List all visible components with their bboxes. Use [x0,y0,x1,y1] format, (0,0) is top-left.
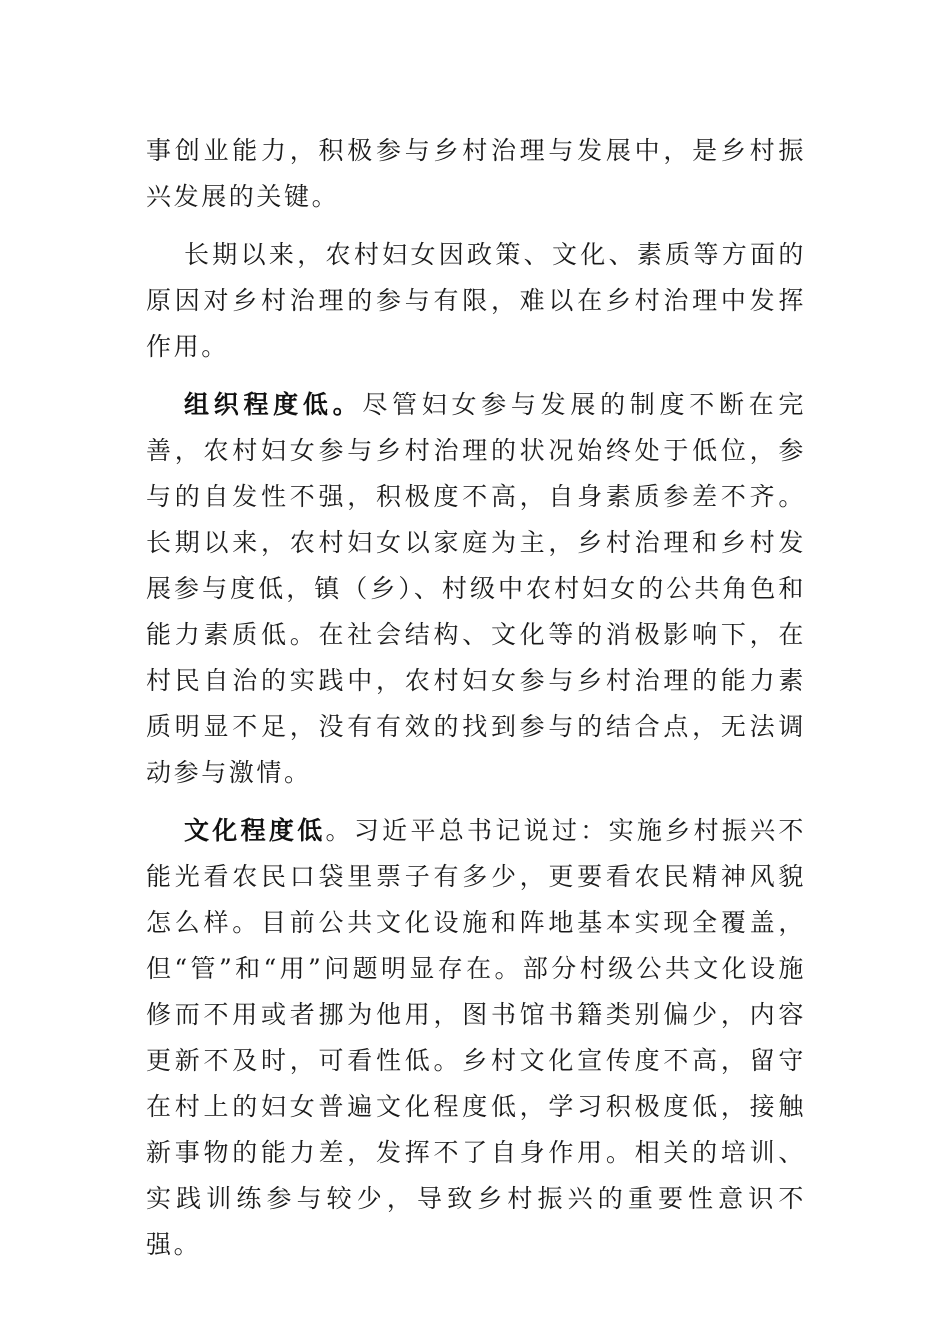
paragraph-text: 长期以来，农村妇女因政策、文化、素质等方面的原因对乡村治理的参与有限，难以在乡村治理中发挥作用。 [146,240,806,361]
paragraph-heading: 组织程度低。 [184,390,363,419]
paragraph-intro [146,232,806,370]
paragraph-text: 事创业能力，积极参与乡村治理与发展中，是乡村振兴发展的关键。 [146,136,806,211]
paragraph-text: 尽管妇女参与发展的制度不断在完善，农村妇女参与乡村治理的状况始终处于低位，参与的自发性不强，积极度不高，自身素质参差不齐。长期以来，农村妇女以家庭为主，乡村治理和乡村发展参与度低，镇（乡）、村级中农村妇女的公共角色和能力素质低。在社会结构、文化等的消极影响下，在村民自治的实践中，农村妇女参与乡村治理的能力素质明显不足，没有有效的找到参与的结合点，无法调动参与激情。 [146,390,806,787]
paragraph-text: 。习近平总书记说过：实施乡村振兴不能光看农民口袋里票子有多少，更要看农民精神风貌怎么样。目前公共文化设施和阵地基本实现全覆盖，但“管”和“用”问题明显存在。部分村级公共文化设施修而不用或者挪为他用，图书馆书籍类别偏少，内容更新不及时，可看性低。乡村文化宣传度不高，留守在村上的妇女普遍文化程度低，学习积极度低，接触新事物的能力差，发挥不了自身作用。相关的培训、实践训练参与较少，导致乡村振兴的重要性意识不强。 [146,816,806,1259]
paragraph-organization-level [146,382,806,796]
paragraph-continuation [146,128,806,220]
paragraph-education-level [146,808,806,1268]
paragraph-heading: 文化程度低 [184,816,326,845]
body-text [146,128,806,1280]
